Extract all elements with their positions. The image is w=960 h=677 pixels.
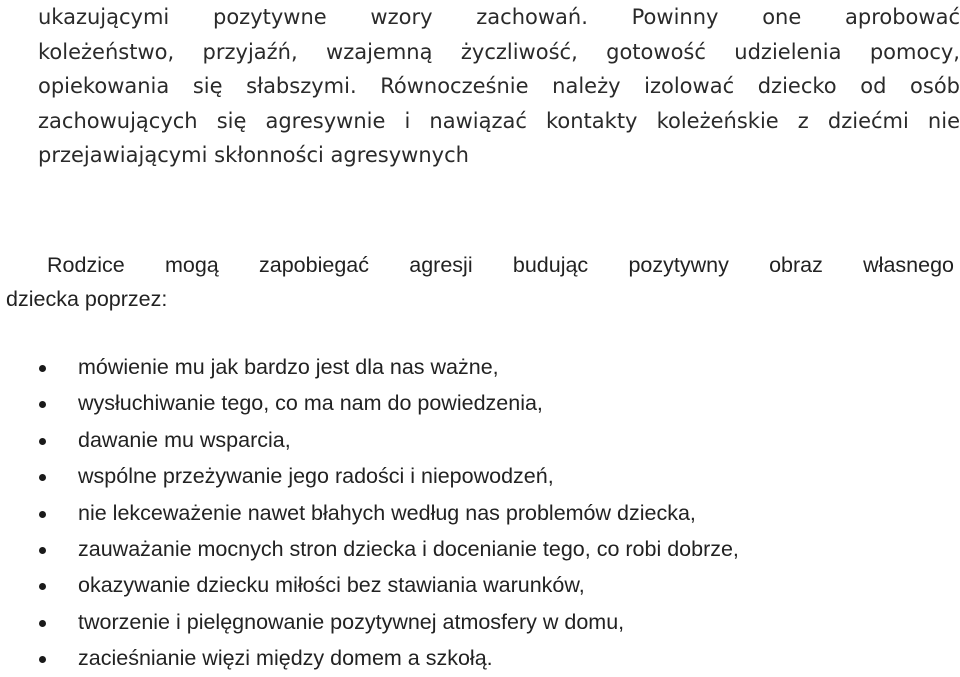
list-item (0, 640, 739, 676)
list-item-text: zauważanie mocnych stron dziecka i docenianie tego, co robi dobrze, (78, 536, 739, 561)
list-item-text: dawanie mu wsparcia, (78, 427, 291, 452)
list-item-text: wspólne przeżywanie jego radości i niepowodzeń, (78, 464, 554, 489)
bullet-icon (39, 656, 46, 663)
bullet-list (0, 349, 739, 677)
paragraph-parents-prevention (6, 248, 954, 316)
paragraph-line: Rodzice mogą zapobiegać agresji budując pozytywny obraz własnego (47, 253, 954, 277)
paragraph-line: zachowujących się agresywnie i nawiązać kontakty koleżeńskie z dziećmi nie (38, 108, 960, 133)
bullet-icon (39, 583, 46, 590)
list-item (0, 385, 739, 421)
list-item (0, 567, 739, 603)
bullet-icon (39, 547, 46, 554)
list-item (0, 495, 739, 531)
list-item-text: mówienie mu jak bardzo jest dla nas ważne, (78, 355, 499, 379)
bullet-icon (39, 620, 46, 627)
list-item-text: zacieśnianie więzi między domem a szkołą. (78, 646, 493, 671)
paragraph-line: koleżeństwo, przyjaźń, wzajemną życzliwość, gotowość udzielenia pomocy, (38, 39, 960, 64)
bullet-icon (39, 438, 46, 445)
bullet-icon (39, 474, 46, 481)
paragraph-line: ukazującymi pozytywne wzory zachowań. Powinny one aprobować (38, 5, 960, 29)
list-item (0, 458, 739, 494)
list-item-text: tworzenie i pielęgnowanie pozytywnej atmosfery w domu, (78, 609, 625, 634)
paragraph-line: przejawiającymi skłonności agresywnych (38, 143, 469, 167)
bullet-icon (39, 401, 46, 408)
list-item-text: okazywanie dziecku miłości bez stawiania warunków, (78, 573, 585, 598)
list-item (0, 531, 739, 567)
paragraph-line: opiekowania się słabszymi. Równocześnie należy izolować dziecko od osób (38, 74, 960, 98)
list-item (0, 349, 739, 385)
bullet-icon (39, 365, 46, 372)
list-item (0, 604, 739, 640)
paragraph-behavior-models (38, 0, 960, 173)
list-item-text: wysłuchiwanie tego, co ma nam do powiedzenia, (78, 391, 543, 416)
paragraph-line: dziecka poprzez: (6, 287, 168, 311)
list-item-text: nie lekceważenie nawet błahych według nas problemów dziecka, (78, 500, 696, 525)
list-item (0, 422, 739, 458)
bullet-icon (39, 511, 46, 518)
